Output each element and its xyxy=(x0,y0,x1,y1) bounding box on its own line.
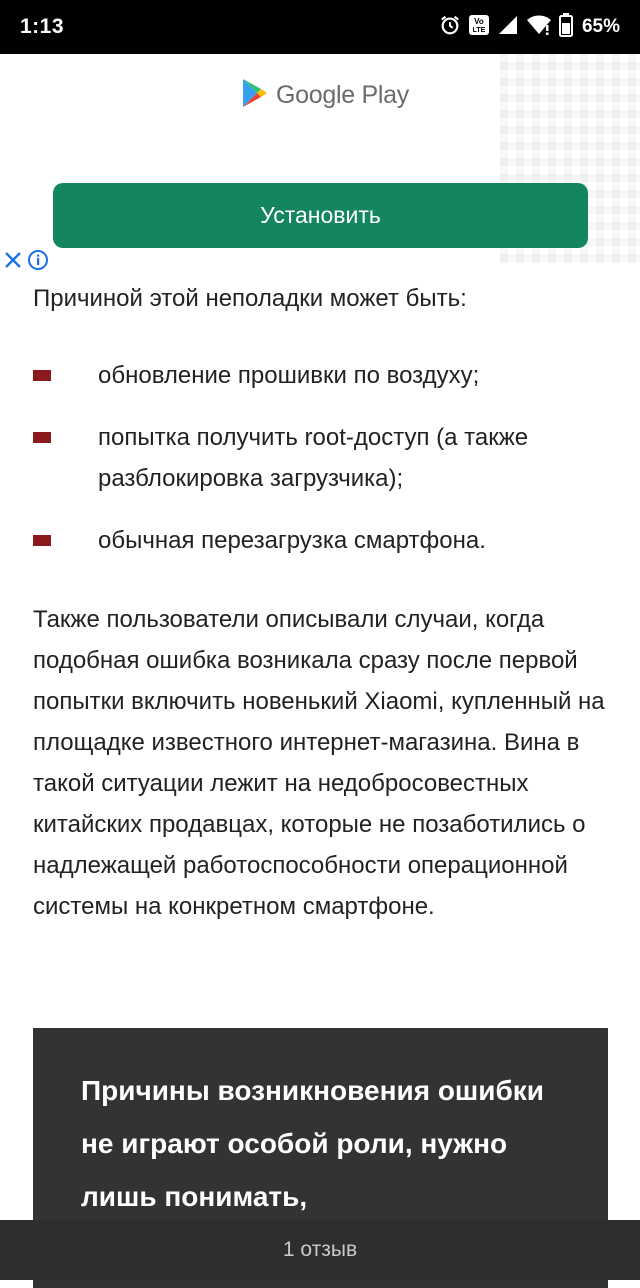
play-store-icon xyxy=(242,78,268,113)
status-icons xyxy=(439,13,620,42)
svg-text:LTE: LTE xyxy=(472,26,486,34)
wifi-icon xyxy=(526,14,552,41)
status-time: 1:13 xyxy=(20,15,65,38)
battery-percent: 65% xyxy=(581,16,620,37)
reviews-count-label[interactable]: 1 отзыв xyxy=(282,1238,358,1261)
svg-text:Vo: Vo xyxy=(474,16,484,26)
info-icon[interactable] xyxy=(27,249,49,276)
intro-text: Причиной этой неполадки может быть: xyxy=(33,285,467,312)
ad-controls xyxy=(3,249,49,276)
list-item-text: обычная перезагрузка смартфона. xyxy=(98,527,486,554)
list-item xyxy=(33,355,613,396)
causes-list xyxy=(33,355,613,561)
alarm-icon xyxy=(439,14,461,41)
bullet-marker xyxy=(33,432,51,443)
volte-icon xyxy=(468,14,490,41)
bullet-marker xyxy=(33,370,51,381)
close-icon[interactable] xyxy=(3,250,23,275)
list-item-text: попытка получить root-доступ (а также разблокировка загрузчика); xyxy=(98,424,529,492)
google-play-logo xyxy=(242,78,409,112)
store-name: Google Play xyxy=(276,80,409,109)
reviews-bar[interactable] xyxy=(0,1220,640,1280)
install-button[interactable]: Установить xyxy=(53,183,588,248)
battery-icon xyxy=(559,13,573,42)
article-body xyxy=(33,278,613,927)
ad-banner[interactable] xyxy=(0,54,640,274)
bullet-marker xyxy=(33,535,51,546)
list-item-text: обновление прошивки по воздуху; xyxy=(98,362,480,389)
status-bar xyxy=(0,0,640,54)
article-paragraph: Также пользователи описывали случаи, когда подобная ошибка возникала сразу после первой попытки включить новенький Xiaomi, купленный на площадке известного интернет-магазина. Вина в такой ситуации лежит на недобросовестных китайских продавцах, которые не позаботились о надлежащей работоспособности операционной системы на конкретном смартфоне. xyxy=(33,606,605,920)
cell-signal-icon xyxy=(497,14,519,41)
list-item xyxy=(33,520,613,561)
quote-text: Причины возникновения ошибки не играют особой роли, нужно лишь понимать, xyxy=(81,1075,544,1212)
list-item xyxy=(33,417,613,499)
